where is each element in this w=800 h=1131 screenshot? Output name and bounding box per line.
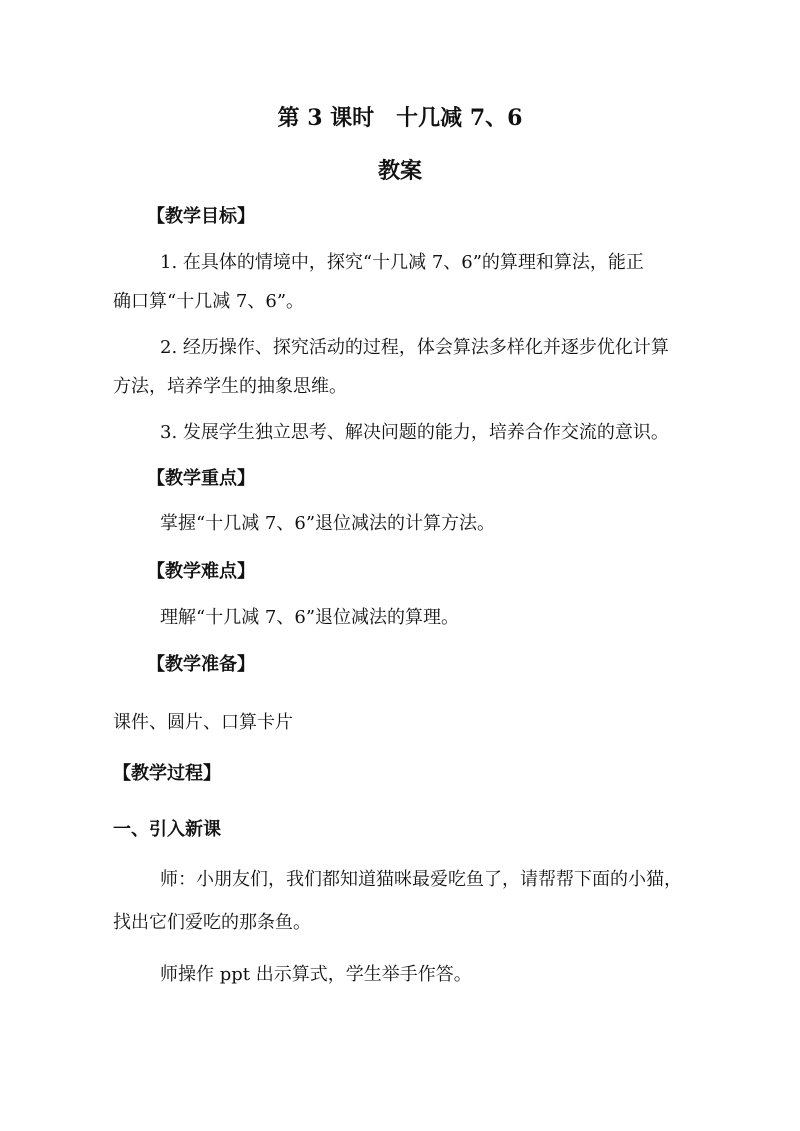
objective-3: 3. 发展学生独立思考、解决问题的能力，培养合作交流的意识。 [160,422,669,443]
teacher-action: 师操作 ppt 出示算式，学生举手作答。 [160,964,472,985]
lesson-number: 第 3 课时 [277,105,375,131]
objective-2-line-1: 2. 经历操作、探究活动的过程，体会算法多样化并逐步优化计算 [160,337,669,358]
lesson-topic: 十几减 7、6 [396,105,523,131]
section-1-heading: 一、引入新课 [113,819,221,840]
objective-1-line-1: 1. 在具体的情境中，探究“十几减 7、6”的算理和算法，能正 [160,252,644,273]
preparation-text: 课件、圆片、口算卡片 [113,712,293,733]
lesson-title [0,104,800,132]
objectives-heading: 【教学目标】 [147,206,255,227]
document-subtitle: 教案 [377,158,422,184]
process-heading: 【教学过程】 [113,763,221,784]
key-points-text: 掌握“十几减 7、6”退位减法的计算方法。 [160,513,496,534]
teacher-line-2: 找出它们爱吃的那条鱼。 [113,912,311,933]
difficulties-text: 理解“十几减 7、6”退位减法的算理。 [160,607,460,628]
preparation-heading: 【教学准备】 [147,654,255,675]
objective-1-line-2: 确口算“十几减 7、6”。 [113,291,305,312]
difficulties-heading: 【教学难点】 [147,561,255,582]
teacher-line-1: 师：小朋友们，我们都知道猫咪最爱吃鱼了，请帮帮下面的小猫， [160,869,682,890]
key-points-heading: 【教学重点】 [147,468,255,489]
objective-2-line-2: 方法，培养学生的抽象思维。 [113,376,347,397]
